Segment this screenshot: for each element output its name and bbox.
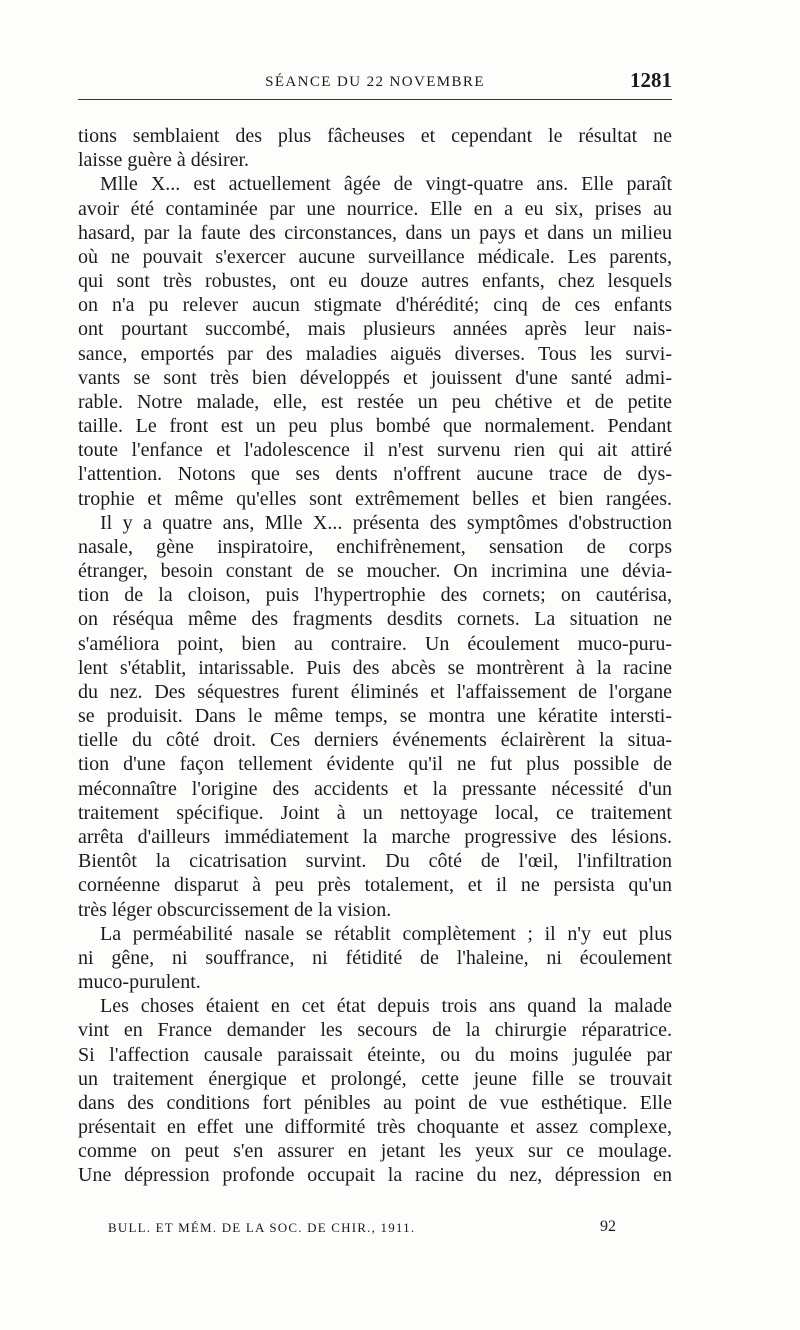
text-line: du nez. Des séquestres furent éliminés et l'affaissement de l'organe: [78, 680, 672, 703]
text-line: Il y a quatre ans, Mlle X... présenta des symptômes d'obstruction: [100, 511, 672, 534]
text-line: on n'a pu relever aucun stigmate d'hérédité; cinq de ces enfants: [78, 294, 672, 317]
journal-reference: BULL. ET MÉM. DE LA SOC. DE CHIR., 1911.: [108, 1220, 416, 1235]
running-header: [78, 68, 672, 98]
text-line: comme on peut s'en assurer en jetant les yeux sur ce moulage.: [78, 1140, 672, 1163]
text-line: rable. Notre malade, elle, est restée un peu chétive et de petite: [78, 390, 672, 413]
text-line: laisse guère à désirer.: [78, 149, 250, 172]
text-line: Une dépression profonde occupait la racine du nez, dépression en: [78, 1164, 672, 1187]
text-line: on réséqua même des fragments desdits cornets. La situation ne: [78, 608, 672, 631]
text-line: nasale, gène inspiratoire, enchifrènement, sensation de corps: [78, 535, 672, 558]
page-footer: [108, 1218, 672, 1242]
signature-mark: 92: [600, 1218, 616, 1235]
text-line: qui sont très robustes, ont eu douze autres enfants, chez lesquels: [78, 270, 672, 293]
text-line: Bientôt la cicatrisation survint. Du côté de l'œil, l'infiltration: [78, 850, 672, 873]
text-line: méconnaître l'origine des accidents et la pressante nécessité d'un: [78, 777, 672, 800]
text-line: taille. Le front est un peu plus bombé que normalement. Pendant: [78, 415, 672, 438]
text-line: lent s'établit, intarissable. Puis des abcès se montrèrent à la racine: [78, 656, 672, 679]
text-line: cornéenne disparut à peu près totalement, et il ne persista qu'un: [78, 874, 672, 897]
text-line: étranger, besoin constant de se moucher. On incrimina une dévia-: [78, 560, 672, 583]
text-line: l'attention. Notons que ses dents n'offrent aucune trace de dys-: [78, 463, 672, 486]
text-line: traitement spécifique. Joint à un nettoyage local, ce traitement: [78, 801, 672, 824]
text-line: vants se sont très bien développés et jouissent d'une santé admi-: [78, 366, 672, 389]
text-line: Si l'affection causale paraissait éteinte, ou du moins jugulée par: [78, 1043, 672, 1066]
text-line: s'améliora point, bien au contraire. Un écoulement muco-puru-: [78, 632, 672, 655]
text-line: dans des conditions fort pénibles au point de vue esthétique. Elle: [78, 1091, 672, 1114]
text-line: tions semblaient des plus fâcheuses et cependant le résultat ne: [78, 125, 672, 147]
body-text: [78, 124, 672, 1188]
text-line: tielle du côté droit. Ces derniers événements éclairèrent la situa-: [78, 729, 672, 752]
text-line: tion d'une façon tellement évidente qu'il ne fut plus possible de: [78, 753, 672, 776]
text-line: très léger obscurcissement de la vision.: [78, 898, 392, 921]
header-rule: [78, 99, 672, 100]
text-line: arrêta d'ailleurs immédiatement la marche progressive des lésions.: [78, 825, 672, 848]
text-line: tion de la cloison, puis l'hypertrophie des cornets; on cautérisa,: [78, 584, 672, 607]
text-line: avoir été contaminée par une nourrice. Elle en a eu six, prises au: [78, 197, 672, 220]
text-line: Les choses étaient en cet état depuis trois ans quand la malade: [100, 995, 672, 1018]
text-line: un traitement énergique et prolongé, cette jeune fille se trouvait: [78, 1067, 672, 1090]
text-line: présentait en effet une difformité très choquante et assez complexe,: [78, 1116, 672, 1139]
text-line: hasard, par la faute des circonstances, dans un pays et dans un milieu: [78, 221, 672, 244]
page-number: 1281: [630, 68, 672, 92]
text-line: se produisit. Dans le même temps, se montra une kératite intersti-: [78, 705, 672, 728]
text-line: où ne pouvait s'exercer aucune surveillance médicale. Les parents,: [78, 245, 672, 268]
text-line: ont pourtant succombé, mais plusieurs années après leur nais-: [78, 318, 672, 341]
text-line: sance, emportés par des maladies aiguës diverses. Tous les survi-: [78, 342, 672, 365]
text-line: toute l'enfance et l'adolescence il n'est survenu rien qui ait attiré: [78, 439, 672, 462]
text-line: muco-purulent.: [78, 971, 201, 994]
text-line: vint en France demander les secours de la chirurgie réparatrice.: [78, 1019, 672, 1042]
text-line: La perméabilité nasale se rétablit complètement ; il n'y eut plus: [100, 922, 672, 945]
text-line: trophie et même qu'elles sont extrêmement belles et bien rangées.: [78, 487, 672, 510]
text-line: Mlle X... est actuellement âgée de vingt-quatre ans. Elle paraît: [100, 173, 672, 196]
running-title: SÉANCE DU 22 NOVEMBRE: [265, 74, 485, 90]
text-line: ni gêne, ni souffrance, ni fétidité de l'haleine, ni écoulement: [78, 946, 672, 969]
